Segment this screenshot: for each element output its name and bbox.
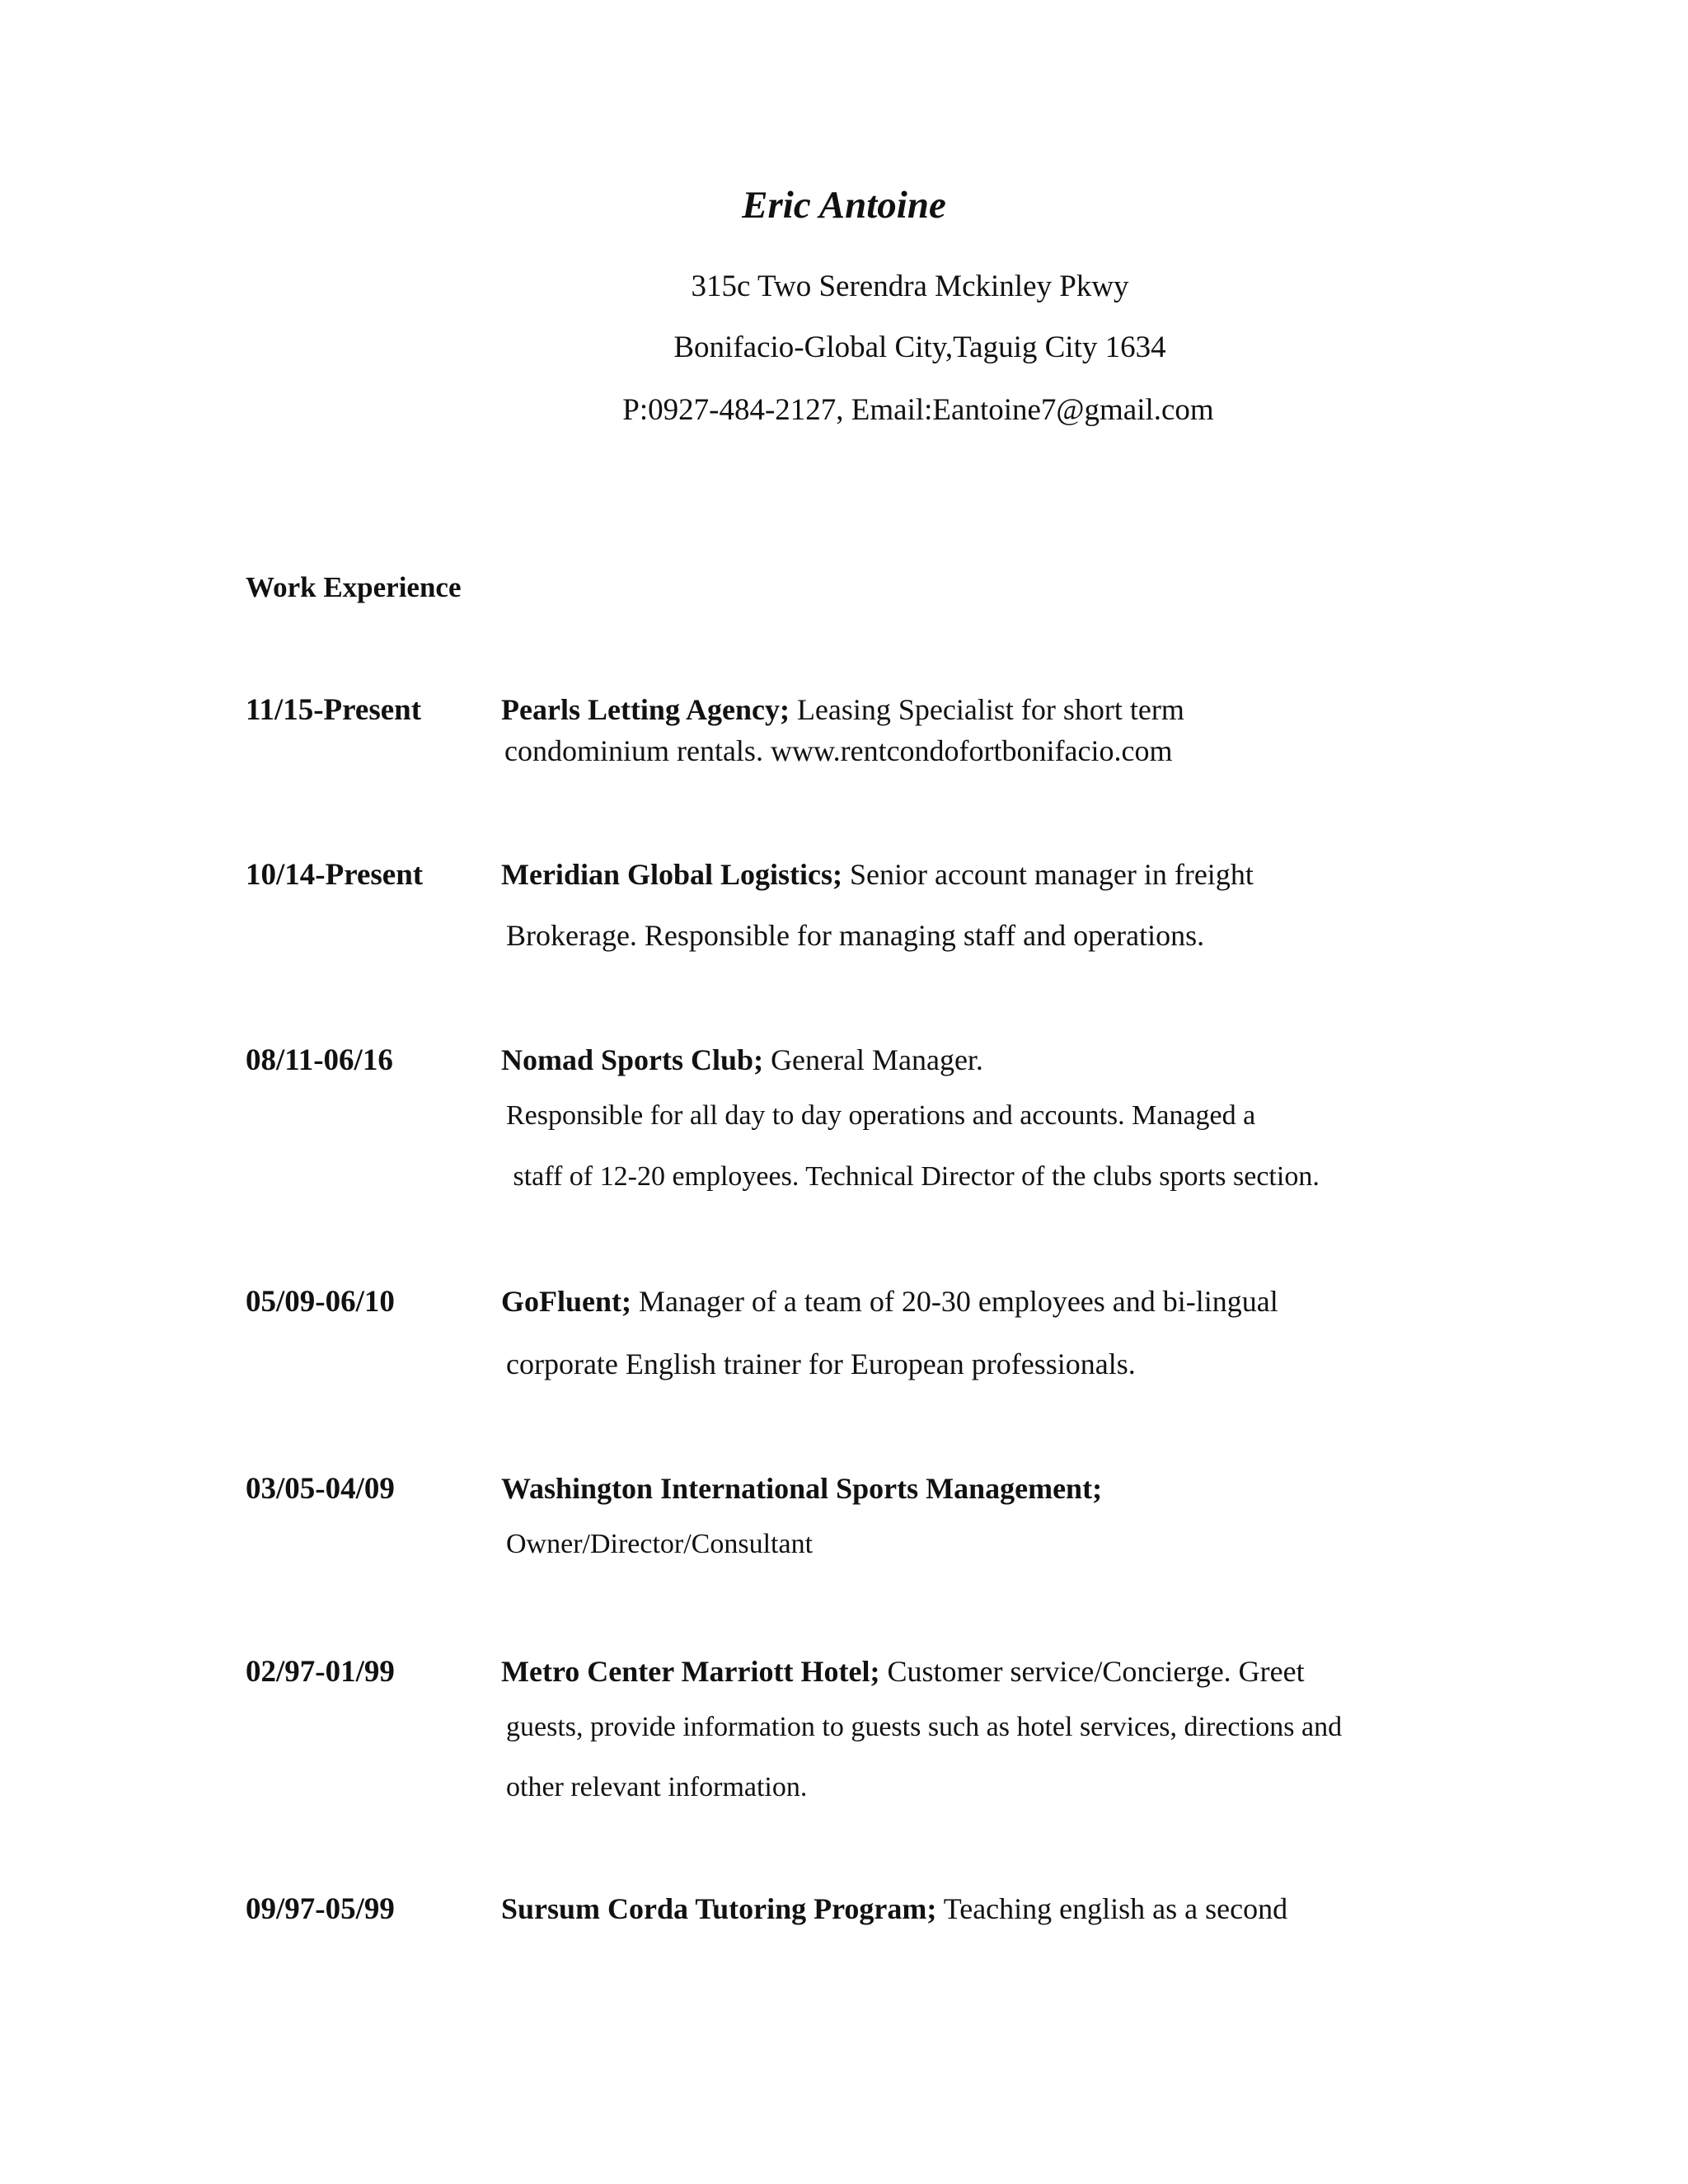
job-role: Manager of a team of 20-30 employees and bi-lingual <box>631 1285 1278 1318</box>
job-description-line: guests, provide information to guests such as hotel services, directions and <box>506 1712 1343 1742</box>
work-experience-heading: Work Experience <box>246 571 462 603</box>
job-description-line: corporate English trainer for European professionals. <box>506 1347 1136 1380</box>
job-first-line <box>501 1471 1102 1506</box>
job-description-line: Owner/Director/Consultant <box>506 1529 814 1559</box>
job-first-line <box>501 692 1184 727</box>
job-date: 11/15-Present <box>246 693 422 727</box>
address-line-2: Bonifacio-Global City,Taguig City 1634 <box>673 330 1166 364</box>
job-first-line <box>501 1284 1278 1319</box>
job-first-line <box>501 1043 983 1077</box>
job-role: Leasing Specialist for short term <box>789 693 1184 726</box>
job-first-line <box>501 1891 1287 1926</box>
job-description-line: Responsible for all day to day operations and accounts. Managed a <box>506 1100 1256 1131</box>
job-date: 09/97-05/99 <box>246 1892 395 1926</box>
job-description-line: staff of 12-20 employees. Technical Director of the clubs sports section. <box>506 1161 1320 1192</box>
job-first-line <box>501 857 1254 892</box>
job-role: Customer service/Concierge. Greet <box>879 1655 1305 1688</box>
job-date: 02/97-01/99 <box>246 1655 395 1689</box>
job-description-line: condominium rentals. www.rentcondofortbonifacio.com <box>504 734 1173 767</box>
job-company: GoFluent; <box>501 1285 631 1318</box>
job-company: Nomad Sports Club; <box>501 1043 764 1076</box>
job-company: Sursum Corda Tutoring Program; <box>501 1892 937 1925</box>
job-date: 03/05-04/09 <box>246 1472 395 1506</box>
job-company: Metro Center Marriott Hotel; <box>501 1655 880 1688</box>
job-company: Pearls Letting Agency; <box>501 693 790 726</box>
job-date: 10/14-Present <box>246 858 424 892</box>
job-role: Senior account manager in freight <box>842 858 1254 891</box>
job-company: Washington International Sports Management; <box>501 1472 1103 1505</box>
job-role: General Manager. <box>763 1043 983 1076</box>
job-date: 08/11-06/16 <box>246 1043 393 1077</box>
candidate-name: Eric Antoine <box>742 184 946 227</box>
contact-line: P:0927-484-2127, Email:Eantoine7@gmail.com <box>622 393 1214 427</box>
job-company: Meridian Global Logistics; <box>501 858 842 891</box>
job-description-line: other relevant information. <box>506 1772 808 1802</box>
job-description-line: Brokerage. Responsible for managing staff and operations. <box>506 919 1205 952</box>
job-role: Teaching english as a second <box>936 1892 1288 1925</box>
job-date: 05/09-06/10 <box>246 1285 395 1319</box>
address-line-1: 315c Two Serendra Mckinley Pkwy <box>691 269 1129 303</box>
job-first-line <box>501 1654 1305 1689</box>
